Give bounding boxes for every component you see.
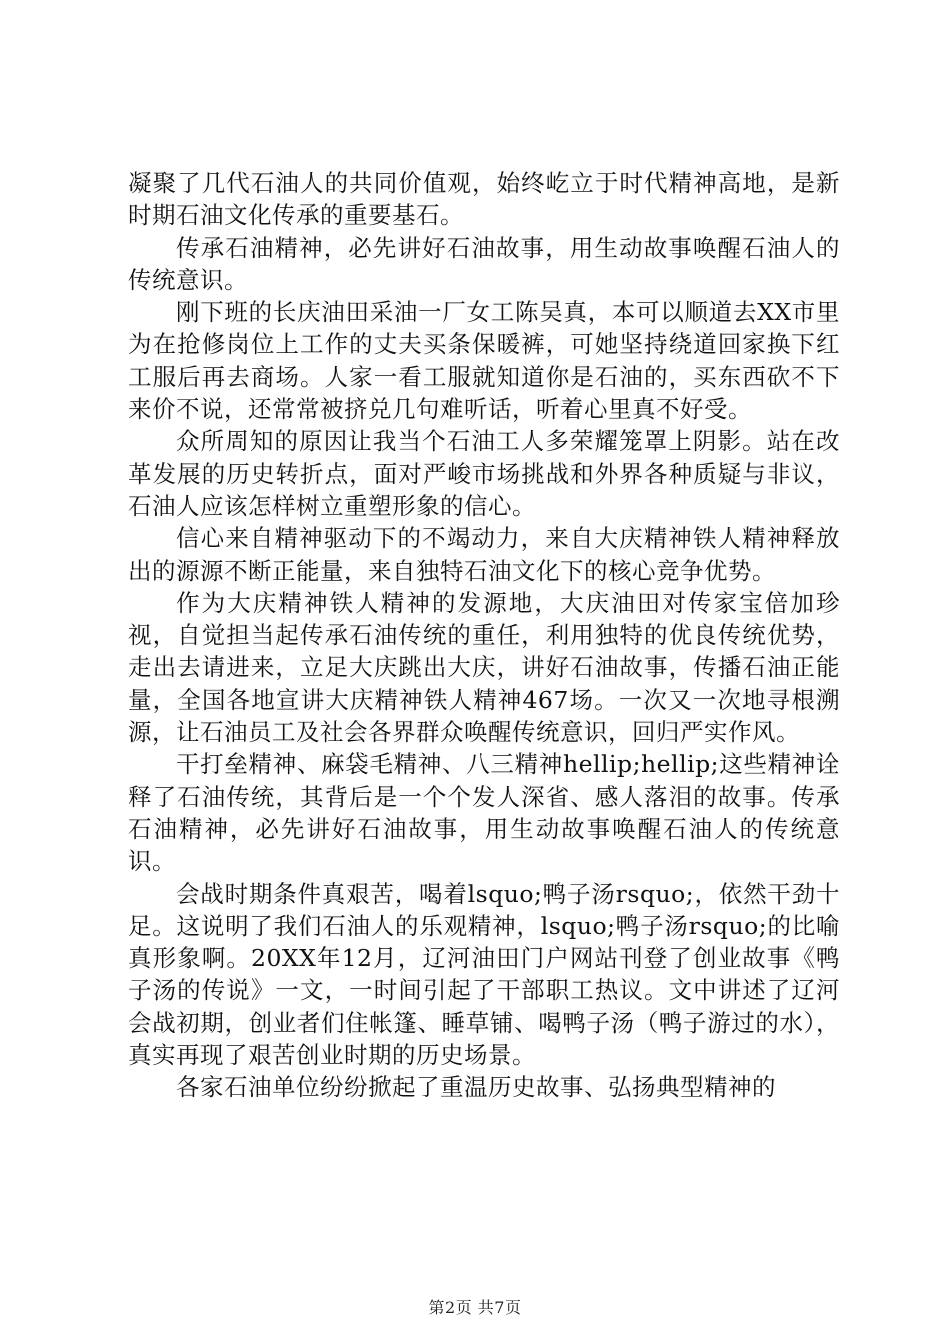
paragraph: 凝聚了几代石油人的共同价值观，始终屹立于时代精神高地，是新时期石油文化传承的重要基石。 bbox=[128, 169, 840, 230]
paragraph: 传承石油精神，必先讲好石油故事，用生动故事唤醒石油人的传统意识。 bbox=[128, 233, 840, 294]
paragraph: 作为大庆精神铁人精神的发源地，大庆油田对传家宝倍加珍视，自觉担当起传承石油传统的重任，利用独特的优良传统优势，走出去请进来，立足大庆跳出大庆，讲好石油故事，传播石油正能量，全国各地宣讲大庆精神铁人精神467场。一次又一次地寻根溯源，让石油员工及社会各界群众唤醒传统意识，回归严实作风。 bbox=[128, 588, 840, 747]
page-number-footer: 第2页 共7页 bbox=[428, 1298, 522, 1317]
paragraph: 各家石油单位纷纷掀起了重温历史故事、弘扬典型精神的 bbox=[176, 1073, 776, 1102]
paragraph: 刚下班的长庆油田采油一厂女工陈吴真，本可以顺道去XX市里为在抢修岗位上工作的丈夫买条保暖裤，可她坚持绕道回家换下红工服后再去商场。人家一看工服就知道你是石油的，买东西砍不下来价不说，还常常被挤兑几句难听话，听着心里真不好受。 bbox=[128, 298, 840, 424]
paragraph: 干打垒精神、麻袋毛精神、八三精神hellip;hellip;这些精神诠释了石油传统，其背后是一个个发人深省、感人落泪的故事。传承石油精神，必先讲好石油故事，用生动故事唤醒石油人的传统意识。 bbox=[128, 750, 840, 876]
paragraph: 众所周知的原因让我当个石油工人多荣耀笼罩上阴影。站在改革发展的历史转折点，面对严峻市场挑战和外界各种质疑与非议，石油人应该怎样树立重塑形象的信心。 bbox=[128, 427, 840, 520]
paragraph: 信心来自精神驱动下的不竭动力，来自大庆精神铁人精神释放出的源源不断正能量，来自独特石油文化下的核心竞争优势。 bbox=[128, 524, 840, 585]
document-body bbox=[128, 167, 840, 1104]
paragraph: 会战时期条件真艰苦，喝着lsquo;鸭子汤rsquo;，依然干劲十足。这说明了我们石油人的乐观精神，lsquo;鸭子汤rsquo;的比喻真形象啊。20XX年12月，辽河油田门户网站刊登了创业故事《鸭子汤的传说》一文，一时间引起了干部职工热议。文中讲述了辽河会战初期，创业者们住帐篷、睡草铺、喝鸭子汤（鸭子游过的水），真实再现了艰苦创业时期的历史场景。 bbox=[128, 879, 840, 1070]
